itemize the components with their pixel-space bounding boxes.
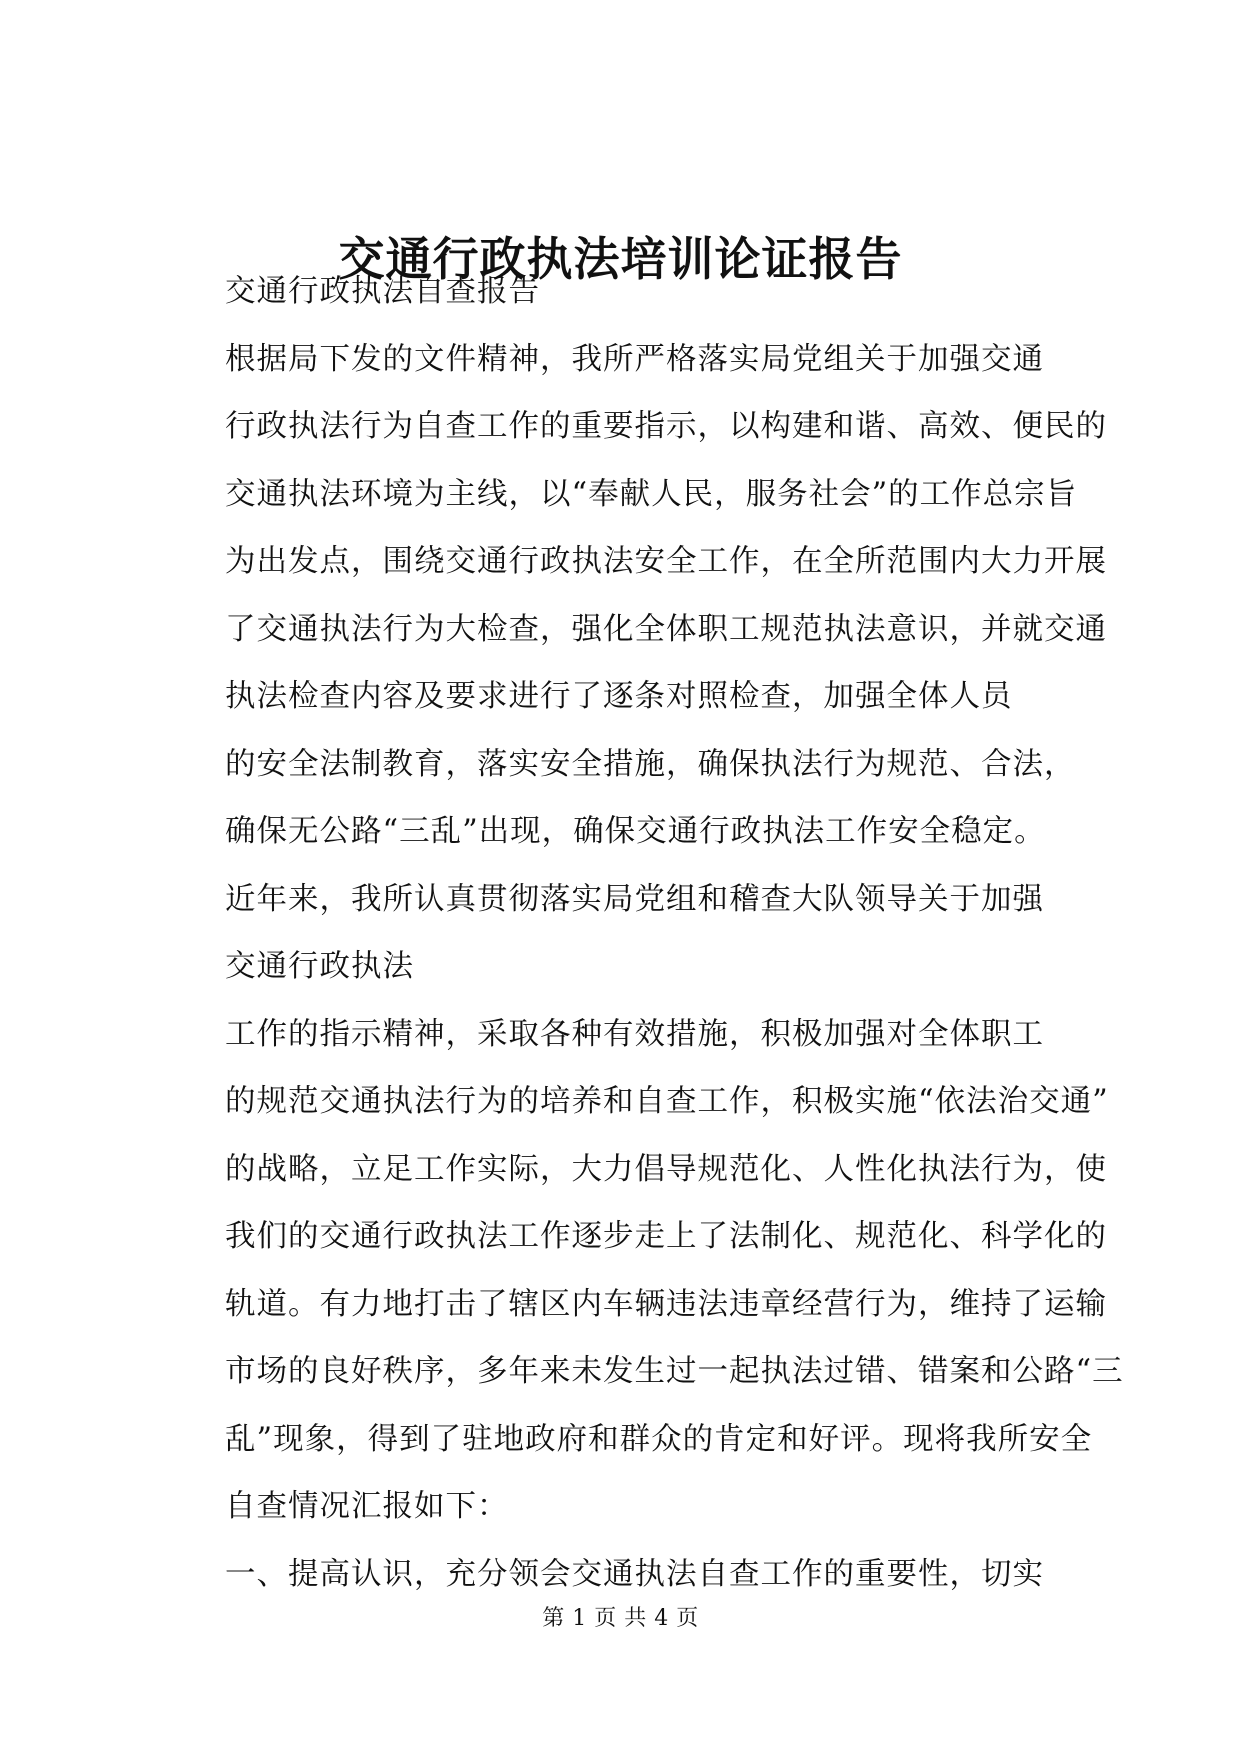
body-paragraph [164, 1541, 1082, 1609]
text-line: 了交通执法行为大检查，强化全体职工规范执法意识，并就交通 [225, 611, 1107, 647]
body-paragraph [164, 866, 1082, 1001]
body-paragraph [164, 326, 1107, 731]
text-line: 轨道。有力地打击了辖区内车辆违法违章经营行为，维持了运输 [225, 1286, 1107, 1322]
text-line: 的战略，立足工作实际，大力倡导规范化、人性化执法行为，使 [225, 1151, 1107, 1187]
page-title: 交通行政执法培训论证报告 [338, 231, 903, 286]
text-line: 执法检查内容及要求进行了逐条对照检查，加强全体人员 [225, 679, 1013, 714]
text-line: 一、提高认识，充分领会交通执法自查工作的重要性，切实 [225, 1556, 1044, 1592]
text-line: 近年来，我所认真贯彻落实局党组和稽查大队领导关于加强 [225, 881, 1044, 917]
text-line: 交通执法环境为主线，以“奉献人民，服务社会”的工作总宗旨 [225, 476, 1078, 512]
text-line: 的规范交通执法行为的培养和自查工作，积极实施“依法治交通” [225, 1084, 1109, 1119]
text-line: 确保无公路“三乱”出现，确保交通行政执法工作安全稳定。 [225, 814, 1046, 849]
text-line: 我们的交通行政执法工作逐步走上了法制化、规范化、科学化的 [225, 1219, 1107, 1254]
text-line: 为出发点，围绕交通行政执法安全工作，在全所范围内大力开展 [225, 544, 1107, 579]
text-line: 行政执法行为自查工作的重要指示，以构建和谐、高效、便民的 [225, 409, 1107, 444]
text-line: 市场的良好秩序，多年来未发生过一起执法过错、错案和公路“三 [225, 1354, 1124, 1389]
text-line: 工作的指示精神，采取各种有效措施，积极加强对全体职工 [225, 1016, 1044, 1052]
text-line: 交通行政执法 [225, 949, 414, 984]
text-line: 自查情况汇报如下： [225, 1489, 509, 1524]
document-body [164, 258, 1124, 1608]
text-line: 乱”现象，得到了驻地政府和群众的肯定和好评。现将我所安全 [225, 1421, 1093, 1457]
text-line: 的安全法制教育，落实安全措施，确保执法行为规范、合法， [225, 746, 1076, 782]
text-line: 根据局下发的文件精神，我所严格落实局党组关于加强交通 [225, 341, 1044, 377]
body-paragraph [164, 731, 1082, 866]
text-line: 交通行政执法自查报告 [225, 274, 540, 309]
body-paragraph [164, 1001, 1124, 1541]
page-footer: 第 1 页 共 4 页 [542, 1606, 699, 1631]
body-paragraph [164, 258, 1082, 326]
